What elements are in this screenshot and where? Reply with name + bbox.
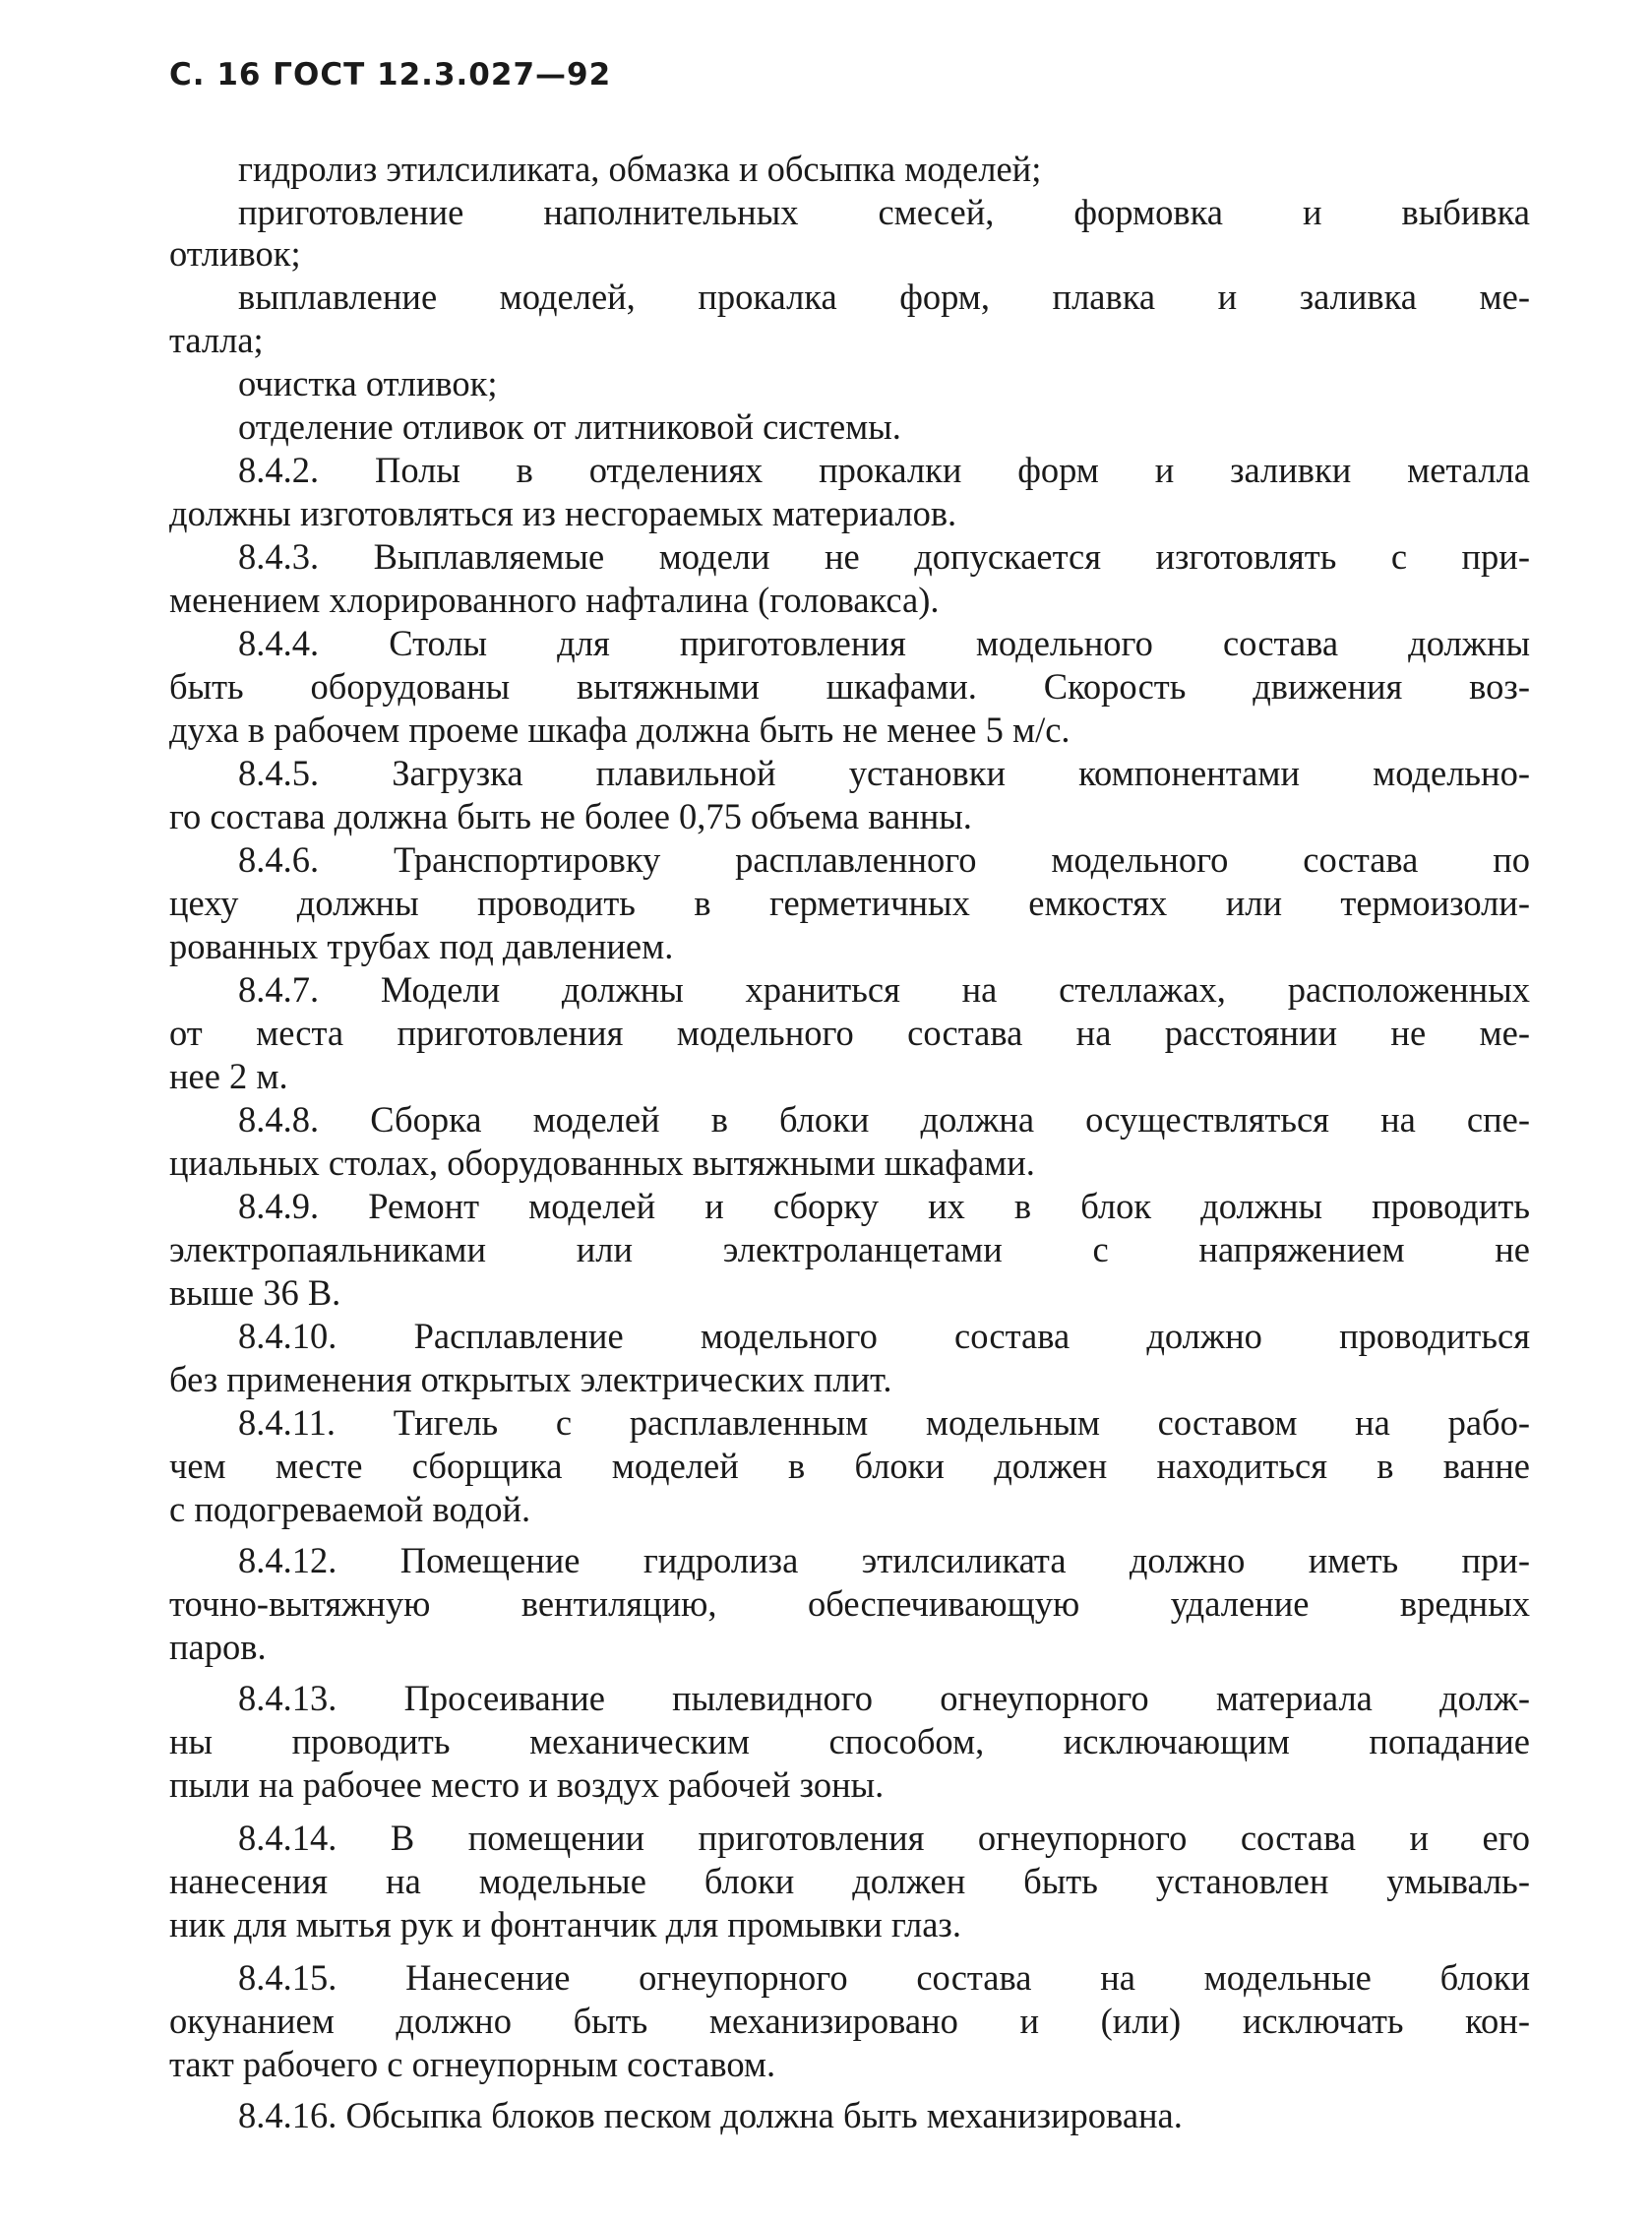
text-line: 8.4.4. Столы для приготовления модельного состава должны (238, 623, 1530, 663)
text-line: от места приготовления модельного состава на расстоянии не ме- (169, 1013, 1530, 1053)
text-line: талла; (169, 320, 264, 360)
text-line: точно-вытяжную вентиляцию, обеспечивающую удаление вредных (169, 1583, 1530, 1624)
text-line: 8.4.10. Расплавление модельного состава должно проводиться (238, 1316, 1530, 1356)
text-line: с подогреваемой водой. (169, 1489, 531, 1529)
running-header: С. 16 ГОСТ 12.3.027—92 (169, 57, 612, 93)
text-line: 8.4.6. Транспортировку расплавленного модельного состава по (238, 839, 1530, 880)
text-line: 8.4.3. Выплавляемые модели не допускается изготовлять с при- (238, 536, 1530, 577)
text-line: 8.4.12. Помещение гидролиза этилсиликата должно иметь при- (238, 1540, 1530, 1580)
text-line: без применения открытых электрических плит. (169, 1359, 892, 1399)
text-line: 8.4.15. Нанесение огнеупорного состава на модельные блоки (238, 1957, 1530, 1998)
text-line: 8.4.2. Полы в отделениях прокалки форм и заливки металла (238, 450, 1530, 490)
text-line: менением хлорированного нафталина (головакса). (169, 580, 940, 620)
text-line: пыли на рабочее место и воздух рабочей зоны. (169, 1764, 885, 1805)
text-line: нанесения на модельные блоки должен быть установлен умываль- (169, 1861, 1530, 1901)
text-line: окунанием должно быть механизировано и (или) исключать кон- (169, 2001, 1530, 2041)
text-line: должны изготовляться из несгораемых материалов. (169, 493, 957, 533)
text-line: ник для мытья рук и фонтанчик для промывки глаз. (169, 1904, 961, 1944)
text-line: 8.4.14. В помещении приготовления огнеупорного состава и его (238, 1818, 1530, 1858)
text-line: рованных трубах под давлением. (169, 926, 674, 966)
text-line: выплавление моделей, прокалка форм, плавка и заливка ме- (238, 277, 1530, 317)
text-line: 8.4.13. Просеивание пылевидного огнеупорного материала долж- (238, 1678, 1530, 1718)
text-line: 8.4.8. Сборка моделей в блоки должна осуществляться на спе- (238, 1099, 1530, 1140)
text-line: 8.4.7. Модели должны храниться на стеллажах, расположенных (238, 969, 1530, 1010)
text-line: чем месте сборщика моделей в блоки должен находиться в ванне (169, 1446, 1530, 1486)
text-line: приготовление наполнительных смесей, формовка и выбивка (238, 192, 1530, 232)
text-line: цеху должны проводить в герметичных емкостях или термоизоли- (169, 883, 1530, 923)
text-line: отделение отливок от литниковой системы. (238, 406, 901, 447)
text-line: го состава должна быть не более 0,75 объема ванны. (169, 796, 972, 836)
text-line: 8.4.5. Загрузка плавильной установки компонентами модельно- (238, 753, 1530, 793)
text-line: 8.4.9. Ремонт моделей и сборку их в блок должны проводить (238, 1186, 1530, 1226)
text-line: циальных столах, оборудованных вытяжными шкафами. (169, 1142, 1035, 1183)
text-line: выше 36 В. (169, 1272, 341, 1313)
text-line: 8.4.16. Обсыпка блоков песком должна быть механизирована. (238, 2095, 1183, 2135)
text-line: электропаяльниками или электроланцетами с напряжением не (169, 1229, 1530, 1269)
text-line: духа в рабочем проеме шкафа должна быть не менее 5 м/с. (169, 710, 1071, 750)
text-line: 8.4.11. Тигель с расплавленным модельным составом на рабо- (238, 1402, 1530, 1443)
text-line: гидролиз этилсиликата, обмазка и обсыпка моделей; (238, 149, 1042, 189)
text-line: такт рабочего с огнеупорным составом. (169, 2044, 776, 2084)
text-line: быть оборудованы вытяжными шкафами. Скорость движения воз- (169, 666, 1530, 707)
text-line: отливок; (169, 233, 301, 274)
text-line: нее 2 м. (169, 1056, 288, 1096)
text-line: паров. (169, 1627, 267, 1667)
text-line: ны проводить механическим способом, исключающим попадание (169, 1721, 1530, 1761)
text-line: очистка отливок; (238, 363, 498, 403)
